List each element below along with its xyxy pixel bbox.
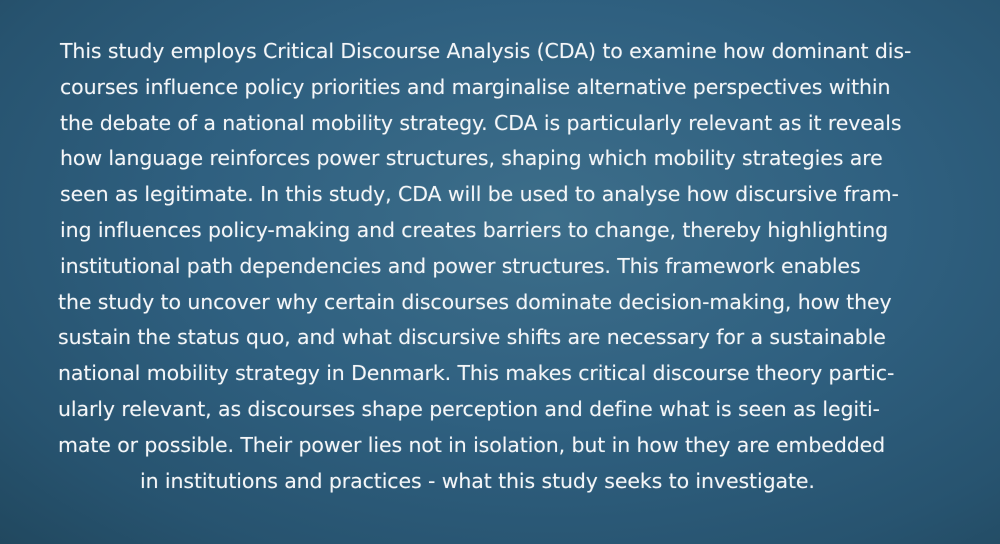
paragraph-line: how language reinforces power structures, shaping which mobility strategies are [60,146,883,171]
paragraph-text-block [30,34,970,499]
paragraph-line: ularly relevant, as discourses shape perception and define what is seen as legiti- [58,396,880,421]
paragraph-line: the debate of a national mobility strategy. CDA is particularly relevant as it reveals [60,110,902,135]
paragraph-line: national mobility strategy in Denmark. This makes critical discourse theory partic- [58,361,895,386]
paragraph-line: courses influence policy priorities and marginalise alternative perspectives within [60,74,891,99]
paragraph-line-final: in institutions and practices - what this study seeks to investigate. [140,468,815,493]
paragraph-line: ing influences policy-making and creates barriers to change, thereby highlighting [60,217,889,242]
paragraph-line: This study employs Critical Discourse Analysis (CDA) to examine how dominant dis- [60,39,912,63]
paragraph-line: mate or possible. Their power lies not in isolation, but in how they are embedded [58,432,886,457]
paragraph-line: institutional path dependencies and power structures. This framework enables [60,253,861,278]
paragraph-line: sustain the status quo, and what discursive shifts are necessary for a sustainable [58,325,886,350]
paragraph-line: the study to uncover why certain discourses dominate decision-making, how they [58,289,892,314]
paragraph-line: seen as legitimate. In this study, CDA will be used to analyse how discursive fram- [60,182,899,207]
